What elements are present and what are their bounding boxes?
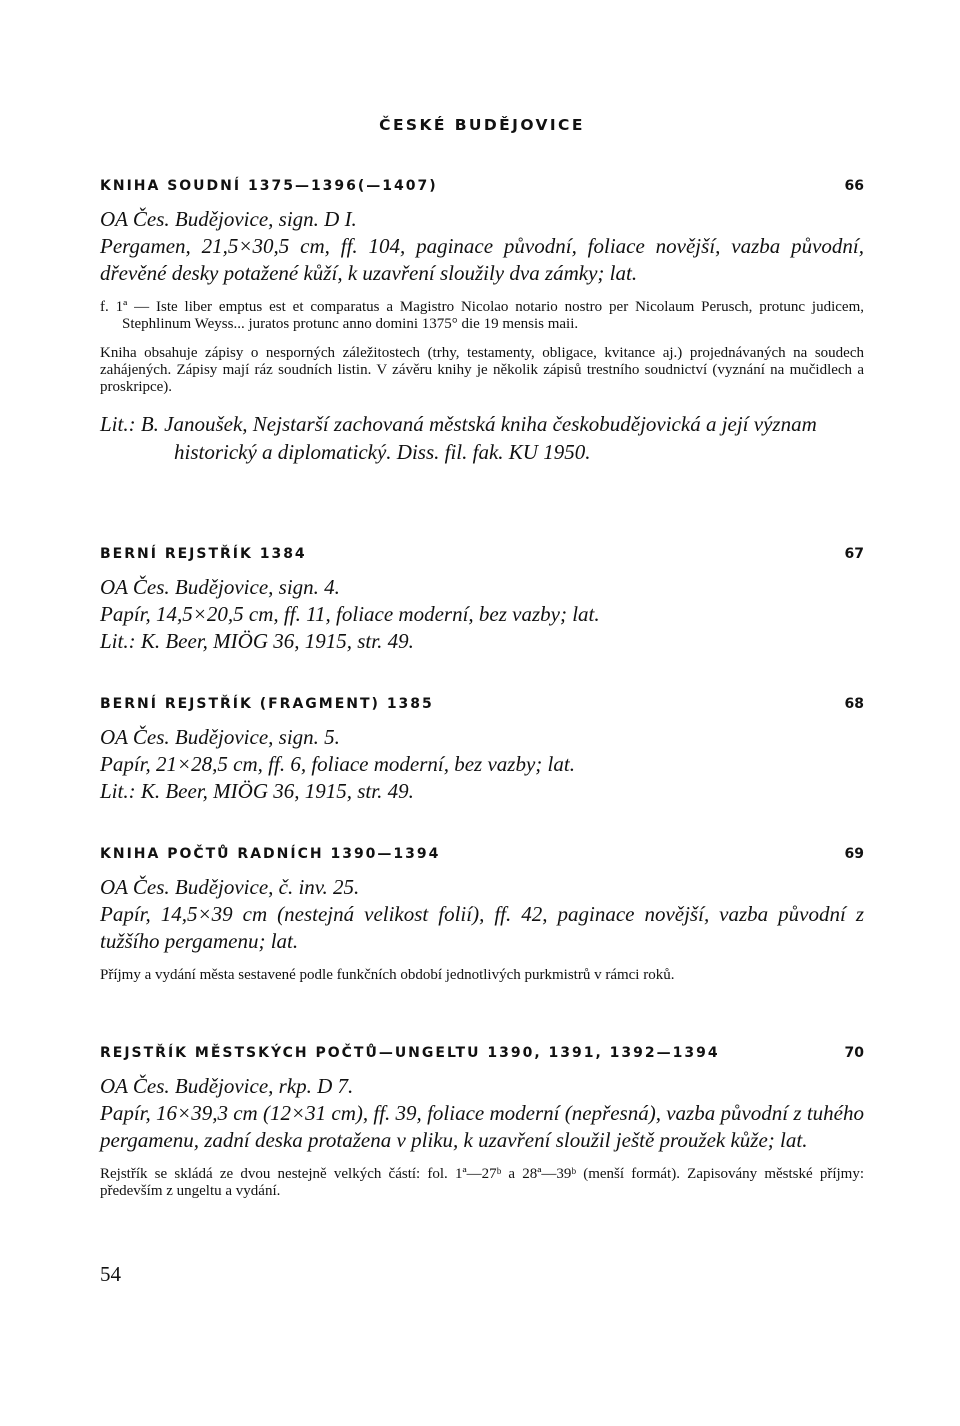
entry-heading	[100, 696, 864, 712]
physical-description: Papír, 16×39,3 cm (12×31 cm), ff. 39, foliace moderní (nepřesná), vazba původní z tuhého pergamenu, zadní deska protažena v pliku, k uzavření sloužil ještě proužek kůže; lat.	[100, 1101, 864, 1152]
entry-69	[100, 846, 864, 984]
entry-number: 69	[844, 846, 864, 862]
physical-description: Pergamen, 21,5×30,5 cm, ff. 104, paginace původní, foliace novější, vazba původní, dřevěné desky potažené kůží, k uzavření sloužily dva zámky; lat.	[100, 234, 864, 285]
entry-number: 68	[844, 696, 864, 712]
entry-heading	[100, 546, 864, 562]
entry-title: REJSTŘÍK MĚSTSKÝCH POČTŮ—UNGELTU 1390, 1391, 1392—1394	[100, 1045, 720, 1061]
content-note: Příjmy a vydání města sestavené podle funkčních období jednotlivých purkmistrů v rámci roků.	[100, 967, 675, 983]
running-head: ČESKÉ BUDĚJOVICE	[379, 116, 585, 134]
entry-title: KNIHA POČTŮ RADNÍCH 1390—1394	[100, 846, 441, 862]
entry-66	[100, 178, 864, 466]
content-note: Kniha obsahuje zápisy o nesporných záležitostech (trhy, testamenty, obligace, kvitance aj.) projednávaných na soudech zahájených. Zápisy mají ráz soudních listin. V závěru knihy je několik zápisů trestního soudnictví (vyznání na mučidlech a proskripce).	[100, 345, 864, 395]
archive-signature: OA Čes. Budějovice, sign. 4.	[100, 575, 340, 599]
content-note: Rejstřík se skládá ze dvou nestejně velkých částí: fol. 1ª—27ᵇ a 28ª—39ᵇ (menší formát). Zapisovány městské příjmy: především z ungeltu a vydání.	[100, 1166, 864, 1199]
physical-description: Papír, 21×28,5 cm, ff. 6, foliace moderní, bez vazby; lat.	[100, 752, 575, 776]
entry-number: 66	[844, 178, 864, 194]
entry-number: 67	[844, 546, 864, 562]
entry-number: 70	[844, 1045, 864, 1061]
literature: Lit.: K. Beer, MIÖG 36, 1915, str. 49.	[100, 779, 414, 803]
page-number: 54	[100, 1262, 121, 1286]
archive-signature: OA Čes. Budějovice, č. inv. 25.	[100, 875, 360, 899]
archive-signature: OA Čes. Budějovice, sign. D I.	[100, 207, 357, 231]
entry-68	[100, 696, 864, 805]
physical-description: Papír, 14,5×39 cm (nestejná velikost folií), ff. 42, paginace novější, vazba původní z tužšího pergamenu; lat.	[100, 902, 864, 953]
literature: Lit.: B. Janoušek, Nejstarší zachovaná městská kniha českobudějovická a její význam historický a diplomatický. Diss. fil. fak. KU 1950.	[100, 412, 817, 464]
entry-title: BERNÍ REJSTŘÍK 1384	[100, 546, 307, 562]
literature: Lit.: K. Beer, MIÖG 36, 1915, str. 49.	[100, 629, 414, 653]
entry-70	[100, 1045, 864, 1200]
entry-67	[100, 546, 864, 655]
archive-signature: OA Čes. Budějovice, rkp. D 7.	[100, 1074, 354, 1098]
entry-heading	[100, 1045, 864, 1061]
entry-heading	[100, 178, 864, 194]
archive-signature: OA Čes. Budějovice, sign. 5.	[100, 725, 340, 749]
entry-heading	[100, 846, 864, 862]
physical-description: Papír, 14,5×20,5 cm, ff. 11, foliace moderní, bez vazby; lat.	[100, 602, 600, 626]
entry-title: BERNÍ REJSTŘÍK (FRAGMENT) 1385	[100, 696, 434, 712]
folio-note: f. 1ª — Iste liber emptus est et comparatus a Magistro Nicolao notario nostro per Nicolaum Perusch, protunc judicem, Stephlinum Weyss... juratos protunc anno domini 1375° die 19 mensis maii.	[100, 299, 864, 332]
entry-title: KNIHA SOUDNÍ 1375—1396(—1407)	[100, 178, 438, 194]
